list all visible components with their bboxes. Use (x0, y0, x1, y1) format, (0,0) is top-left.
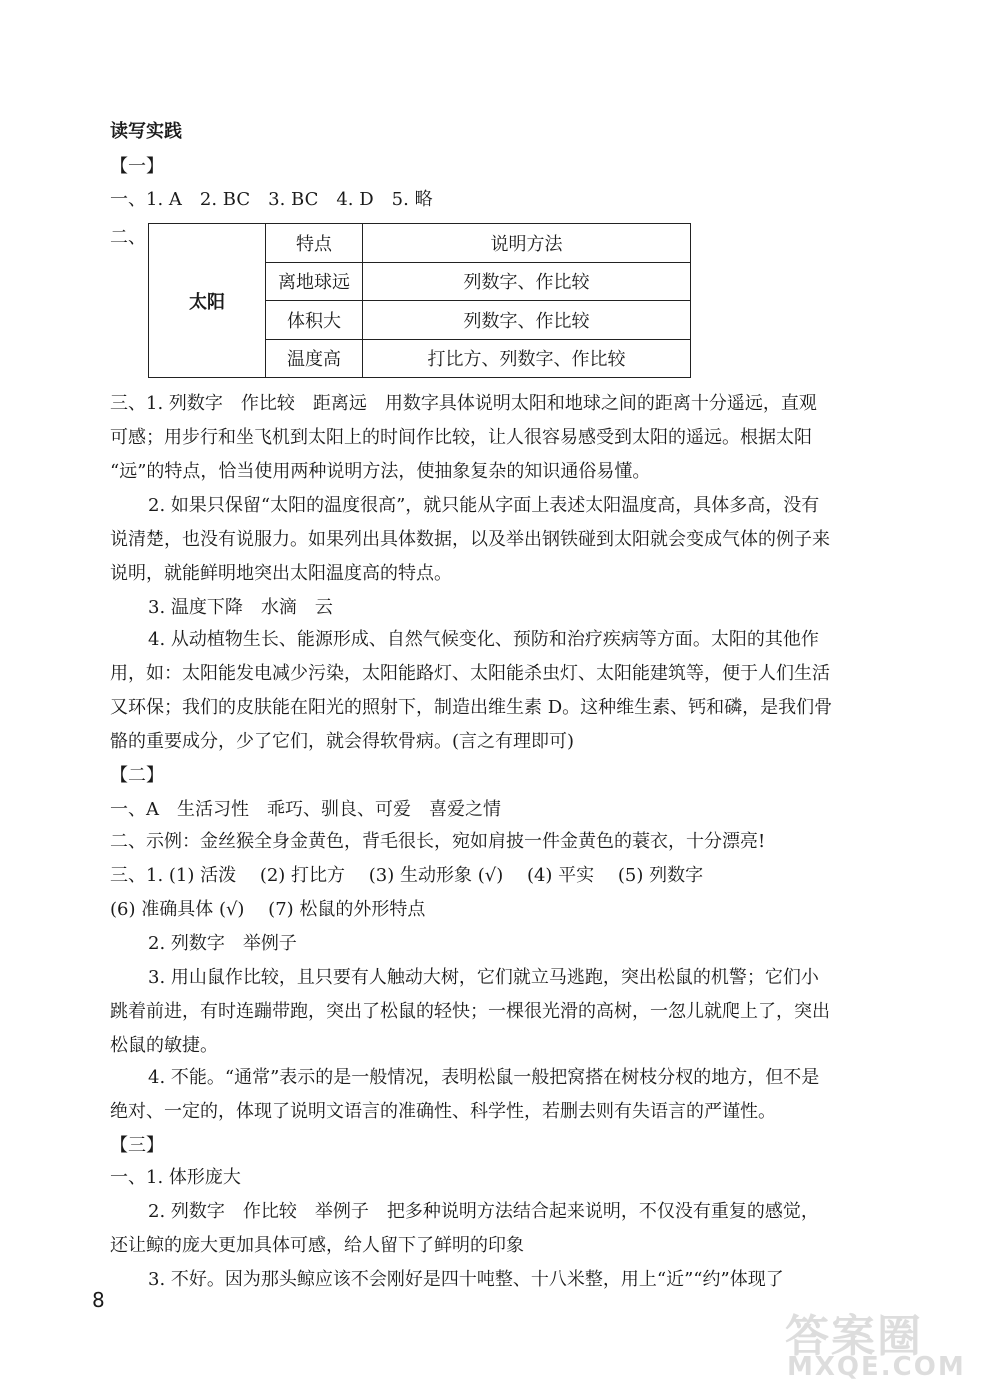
answer-line: 3. 不好。因为那头鲸应该不会刚好是四十吨整、十八米整，用上“近”“约”体现了 (148, 1269, 784, 1290)
answer-line: 跳着前进，有时连蹦带跑，突出了松鼠的轻快；一棵很光滑的高树，一忽儿就爬上了，突出 (110, 1001, 830, 1022)
answer-line: 4. 从动植物生长、能源形成、自然气候变化、预防和治疗疾病等方面。太阳的其他作 (148, 629, 819, 650)
answer-label: 二、 (110, 227, 146, 248)
answer-table (148, 223, 691, 378)
table-header: 说明方法 (363, 224, 691, 263)
answer-line: 绝对、一定的，体现了说明文语言的准确性、科学性，若删去则有失语言的严谨性。 (110, 1101, 776, 1122)
table-header: 特点 (266, 224, 363, 263)
answer-line: 3. 温度下降 水滴 云 (148, 597, 333, 618)
answer-line: 3. 用山鼠作比较，且只要有人触动大树，它们就立马逃跑，突出松鼠的机警；它们小 (148, 967, 819, 988)
watermark-logo (785, 1300, 985, 1385)
table-cell: 体积大 (266, 301, 363, 340)
section-heading: 读写实践 (110, 121, 182, 142)
answer-line: 松鼠的敏捷。 (110, 1035, 218, 1056)
answer-line: 可感；用步行和坐飞机到太阳上的时间作比较，让人很容易感受到太阳的遥远。根据太阳 (110, 427, 812, 448)
answer-line: 一、1. 体形庞大 (110, 1167, 241, 1188)
table-cell: 离地球远 (266, 262, 363, 301)
table-cell: 打比方、列数字、作比较 (363, 339, 691, 378)
answer-line: 二、示例：金丝猴全身金黄色，背毛很长，宛如肩披一件金黄色的蓑衣，十分漂亮! (110, 831, 766, 852)
answer-line: “远”的特点，恰当使用两种说明方法，使抽象复杂的知识通俗易懂。 (110, 461, 651, 482)
answer-line: 用，如：太阳能发电减少污染，太阳能路灯、太阳能杀虫灯、太阳能建筑等，便于人们生活 (110, 663, 830, 684)
table-cell: 列数字、作比较 (363, 301, 691, 340)
watermark-url: MXQE.COM (787, 1352, 966, 1382)
table-cell: 列数字、作比较 (363, 262, 691, 301)
answer-line: 说清楚，也没有说服力。如果列出具体数据，以及举出钢铁碰到太阳就会变成气体的例子来 (110, 529, 830, 550)
answer-line: 一、1. A 2. BC 3. BC 4. D 5. 略 (110, 189, 433, 210)
answer-line: 还让鲸的庞大更加具体可感，给人留下了鲜明的印象 (110, 1235, 524, 1256)
answer-line: 2. 列数字 作比较 举例子 把多种说明方法结合起来说明，不仅没有重复的感觉， (148, 1201, 819, 1222)
answer-line: 2. 列数字 举例子 (148, 933, 297, 954)
part-3-title: 【三】 (110, 1135, 164, 1156)
answer-line: (6) 准确具体 (√) (7) 松鼠的外形特点 (110, 899, 426, 920)
answer-line: 三、1. (1) 活泼 (2) 打比方 (3) 生动形象 (√) (4) 平实 (5) 列数字 (110, 865, 704, 886)
answer-line: 2. 如果只保留“太阳的温度很高”，就只能从字面上表述太阳温度高，具体多高，没有 (148, 495, 820, 516)
part-2-title: 【二】 (110, 765, 164, 786)
table-cell: 温度高 (266, 339, 363, 378)
answer-line: 骼的重要成分，少了它们，就会得软骨病。(言之有理即可) (110, 731, 575, 752)
table-subject: 太阳 (149, 224, 266, 378)
answer-line: 一、A 生活习性 乖巧、驯良、可爱 喜爱之情 (110, 799, 501, 820)
answer-line: 三、1. 列数字 作比较 距离远 用数字具体说明太阳和地球之间的距离十分遥远，直观 (110, 393, 817, 414)
answer-line: 又环保；我们的皮肤能在阳光的照射下，制造出维生素 D。这种维生素、钙和磷，是我们骨 (110, 697, 833, 718)
answer-line: 说明，就能鲜明地突出太阳温度高的特点。 (110, 563, 452, 584)
watermark-text: 答案圈 (785, 1311, 923, 1362)
answer-line: 4. 不能。“通常”表示的是一般情况，表明松鼠一般把窝搭在树枝分杈的地方，但不是 (148, 1067, 820, 1088)
part-1-title: 【一】 (110, 156, 164, 177)
page-number: 8 (92, 1288, 105, 1312)
